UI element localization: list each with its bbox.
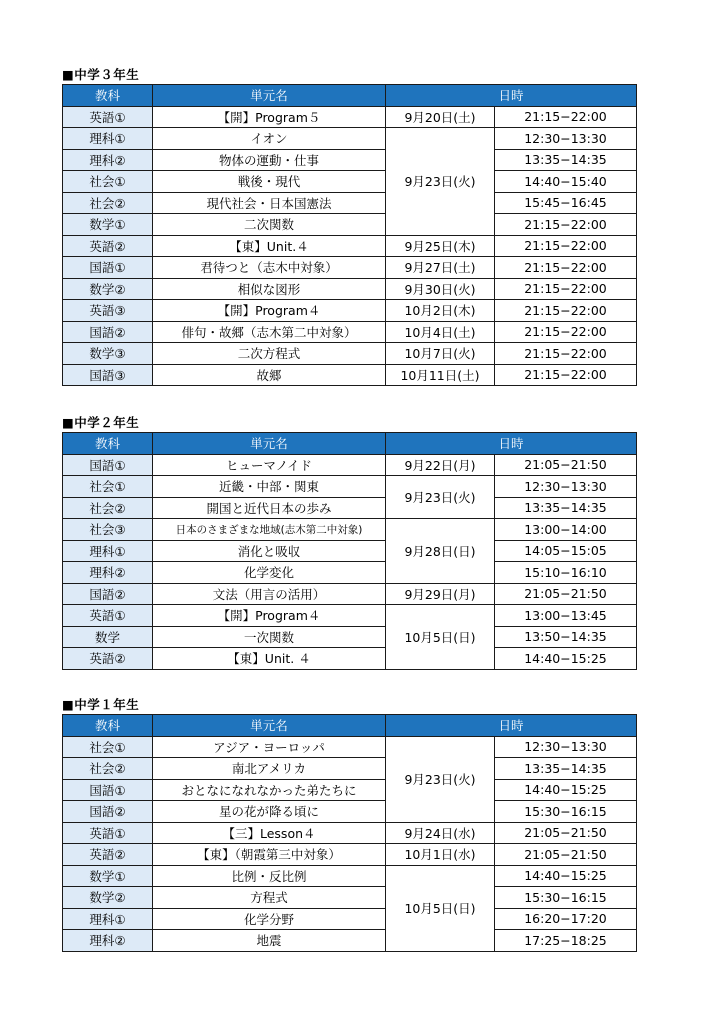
time-cell: 21:05−21:50 (495, 583, 637, 605)
unit-cell: 一次関数 (153, 626, 386, 648)
unit-cell: 化学変化 (153, 562, 386, 584)
header-datetime: 日時 (386, 433, 637, 455)
date-cell: 9月23日(火) (386, 476, 495, 519)
subject-cell: 数学 (63, 626, 153, 648)
table-row (63, 454, 637, 476)
subject-cell: 国語① (63, 779, 153, 801)
table-row (63, 540, 637, 562)
time-cell: 21:05−21:50 (495, 822, 637, 844)
time-cell: 21:15−22:00 (495, 214, 637, 236)
subject-cell: 英語② (63, 235, 153, 257)
table-row (63, 171, 637, 193)
time-cell: 21:15−22:00 (495, 257, 637, 279)
header-subject: 教科 (63, 715, 153, 737)
unit-cell: 戦後・現代 (153, 171, 386, 193)
unit-cell: 開国と近代日本の歩み (153, 497, 386, 519)
time-cell: 12:30−13:30 (495, 476, 637, 498)
unit-cell: 星の花が降る頃に (153, 801, 386, 823)
unit-cell: 【東】（朝霞第三中対象） (153, 844, 386, 866)
unit-cell: 【開】Program５ (153, 106, 386, 128)
unit-cell: 相似な図形 (153, 278, 386, 300)
table-row (63, 476, 637, 498)
time-cell: 15:30−16:15 (495, 801, 637, 823)
subject-cell: 理科② (63, 562, 153, 584)
subject-cell: 国語② (63, 801, 153, 823)
subject-cell: 理科② (63, 930, 153, 952)
table-row (63, 235, 637, 257)
date-cell: 10月2日(木) (386, 300, 495, 322)
subject-cell: 国語① (63, 257, 153, 279)
table-row (63, 192, 637, 214)
grade1-title: ■中学１年生 (62, 697, 140, 712)
time-cell: 21:15−22:00 (495, 343, 637, 365)
grade1-table (62, 714, 637, 952)
time-cell: 13:50−14:35 (495, 626, 637, 648)
unit-cell: 【開】Program４ (153, 605, 386, 627)
table-row (63, 519, 637, 541)
table-row (63, 343, 637, 365)
grade3-section (62, 66, 636, 386)
unit-cell: 南北アメリカ (153, 758, 386, 780)
table-row (63, 364, 637, 386)
unit-cell: 二次関数 (153, 214, 386, 236)
subject-cell: 社会① (63, 171, 153, 193)
time-cell: 15:45−16:45 (495, 192, 637, 214)
date-cell: 9月28日(日) (386, 519, 495, 584)
subject-cell: 理科② (63, 149, 153, 171)
unit-cell: 比例・反比例 (153, 865, 386, 887)
header-datetime: 日時 (386, 715, 637, 737)
header-unit: 単元名 (153, 433, 386, 455)
subject-cell: 国語③ (63, 364, 153, 386)
header-datetime: 日時 (386, 85, 637, 107)
subject-cell: 理科① (63, 128, 153, 150)
date-cell: 10月1日(水) (386, 844, 495, 866)
time-cell: 21:15−22:00 (495, 235, 637, 257)
unit-cell: 【東】Unit. ４ (153, 648, 386, 670)
date-cell: 9月30日(火) (386, 278, 495, 300)
date-cell: 9月25日(木) (386, 235, 495, 257)
time-cell: 13:35−14:35 (495, 497, 637, 519)
unit-cell: 物体の運動・仕事 (153, 149, 386, 171)
time-cell: 21:15−22:00 (495, 300, 637, 322)
time-cell: 21:05−21:50 (495, 844, 637, 866)
table-row (63, 257, 637, 279)
unit-cell: 日本のさまざまな地域(志木第二中対象) (153, 519, 386, 541)
time-cell: 21:05−21:50 (495, 454, 637, 476)
table-row (63, 865, 637, 887)
time-cell: 13:00−13:45 (495, 605, 637, 627)
date-cell: 10月7日(火) (386, 343, 495, 365)
table-row (63, 583, 637, 605)
table-row (63, 214, 637, 236)
table-header-row (63, 715, 637, 737)
unit-cell: おとなになれなかった弟たちに (153, 779, 386, 801)
grade2-table (62, 432, 637, 670)
unit-cell: 君待つと（志木中対象） (153, 257, 386, 279)
grade3-table (62, 84, 637, 386)
time-cell: 21:15−22:00 (495, 321, 637, 343)
subject-cell: 国語② (63, 583, 153, 605)
header-unit: 単元名 (153, 85, 386, 107)
time-cell: 15:10−16:10 (495, 562, 637, 584)
unit-cell: 文法（用言の活用） (153, 583, 386, 605)
table-header-row (63, 85, 637, 107)
unit-cell: 消化と吸収 (153, 540, 386, 562)
time-cell: 17:25−18:25 (495, 930, 637, 952)
table-row (63, 149, 637, 171)
time-cell: 14:40−15:25 (495, 779, 637, 801)
time-cell: 21:15−22:00 (495, 278, 637, 300)
table-row (63, 605, 637, 627)
subject-cell: 英語① (63, 822, 153, 844)
time-cell: 14:40−15:25 (495, 648, 637, 670)
subject-cell: 数学③ (63, 343, 153, 365)
header-subject: 教科 (63, 85, 153, 107)
table-row (63, 128, 637, 150)
table-row (63, 844, 637, 866)
table-row (63, 930, 637, 952)
subject-cell: 国語① (63, 454, 153, 476)
unit-cell: 地震 (153, 930, 386, 952)
grade2-title: ■中学２年生 (62, 415, 140, 430)
date-cell: 9月22日(月) (386, 454, 495, 476)
date-cell: 10月5日(日) (386, 865, 495, 951)
subject-cell: 理科① (63, 540, 153, 562)
subject-cell: 国語② (63, 321, 153, 343)
subject-cell: 理科① (63, 908, 153, 930)
table-row (63, 321, 637, 343)
subject-cell: 英語② (63, 648, 153, 670)
date-cell: 9月29日(月) (386, 583, 495, 605)
unit-cell: 近畿・中部・関東 (153, 476, 386, 498)
date-cell: 9月24日(水) (386, 822, 495, 844)
table-row (63, 626, 637, 648)
table-row (63, 736, 637, 758)
table-header-row (63, 433, 637, 455)
time-cell: 12:30−13:30 (495, 128, 637, 150)
date-cell: 10月4日(土) (386, 321, 495, 343)
header-subject: 教科 (63, 433, 153, 455)
subject-cell: 社会① (63, 476, 153, 498)
unit-cell: 現代社会・日本国憲法 (153, 192, 386, 214)
table-row (63, 278, 637, 300)
table-row (63, 801, 637, 823)
time-cell: 14:40−15:25 (495, 865, 637, 887)
unit-cell: 方程式 (153, 887, 386, 909)
unit-cell: 二次方程式 (153, 343, 386, 365)
subject-cell: 英語③ (63, 300, 153, 322)
table-row (63, 562, 637, 584)
time-cell: 13:00−14:00 (495, 519, 637, 541)
unit-cell: ヒューマノイド (153, 454, 386, 476)
date-cell: 10月5日(日) (386, 605, 495, 670)
time-cell: 16:20−17:20 (495, 908, 637, 930)
table-row (63, 758, 637, 780)
grade3-title: ■中学３年生 (62, 67, 140, 82)
date-cell: 9月20日(土) (386, 106, 495, 128)
unit-cell: 【東】Unit.４ (153, 235, 386, 257)
table-row (63, 497, 637, 519)
table-row (63, 908, 637, 930)
table-row (63, 887, 637, 909)
time-cell: 21:15−22:00 (495, 106, 637, 128)
unit-cell: 故郷 (153, 364, 386, 386)
subject-cell: 社会② (63, 758, 153, 780)
subject-cell: 英語① (63, 106, 153, 128)
time-cell: 21:15−22:00 (495, 364, 637, 386)
unit-cell: イオン (153, 128, 386, 150)
unit-cell: 【三】Lesson４ (153, 822, 386, 844)
unit-cell: 【開】Program４ (153, 300, 386, 322)
time-cell: 13:35−14:35 (495, 149, 637, 171)
time-cell: 15:30−16:15 (495, 887, 637, 909)
date-cell: 10月11日(土) (386, 364, 495, 386)
subject-cell: 社会② (63, 192, 153, 214)
time-cell: 14:05−15:05 (495, 540, 637, 562)
table-row (63, 106, 637, 128)
date-cell: 9月23日(火) (386, 128, 495, 236)
table-row (63, 822, 637, 844)
subject-cell: 数学① (63, 214, 153, 236)
time-cell: 14:40−15:40 (495, 171, 637, 193)
subject-cell: 英語① (63, 605, 153, 627)
subject-cell: 社会③ (63, 519, 153, 541)
subject-cell: 英語② (63, 844, 153, 866)
subject-cell: 数学① (63, 865, 153, 887)
subject-cell: 社会② (63, 497, 153, 519)
header-unit: 単元名 (153, 715, 386, 737)
unit-cell: 化学分野 (153, 908, 386, 930)
time-cell: 13:35−14:35 (495, 758, 637, 780)
grade1-section (62, 696, 636, 952)
date-cell: 9月27日(土) (386, 257, 495, 279)
table-row (63, 648, 637, 670)
subject-cell: 社会① (63, 736, 153, 758)
table-row (63, 300, 637, 322)
time-cell: 12:30−13:30 (495, 736, 637, 758)
grade2-section (62, 414, 636, 670)
unit-cell: 俳句・故郷（志木第二中対象） (153, 321, 386, 343)
subject-cell: 数学② (63, 278, 153, 300)
unit-cell: アジア・ヨーロッパ (153, 736, 386, 758)
subject-cell: 数学② (63, 887, 153, 909)
date-cell: 9月23日(火) (386, 736, 495, 822)
table-row (63, 779, 637, 801)
